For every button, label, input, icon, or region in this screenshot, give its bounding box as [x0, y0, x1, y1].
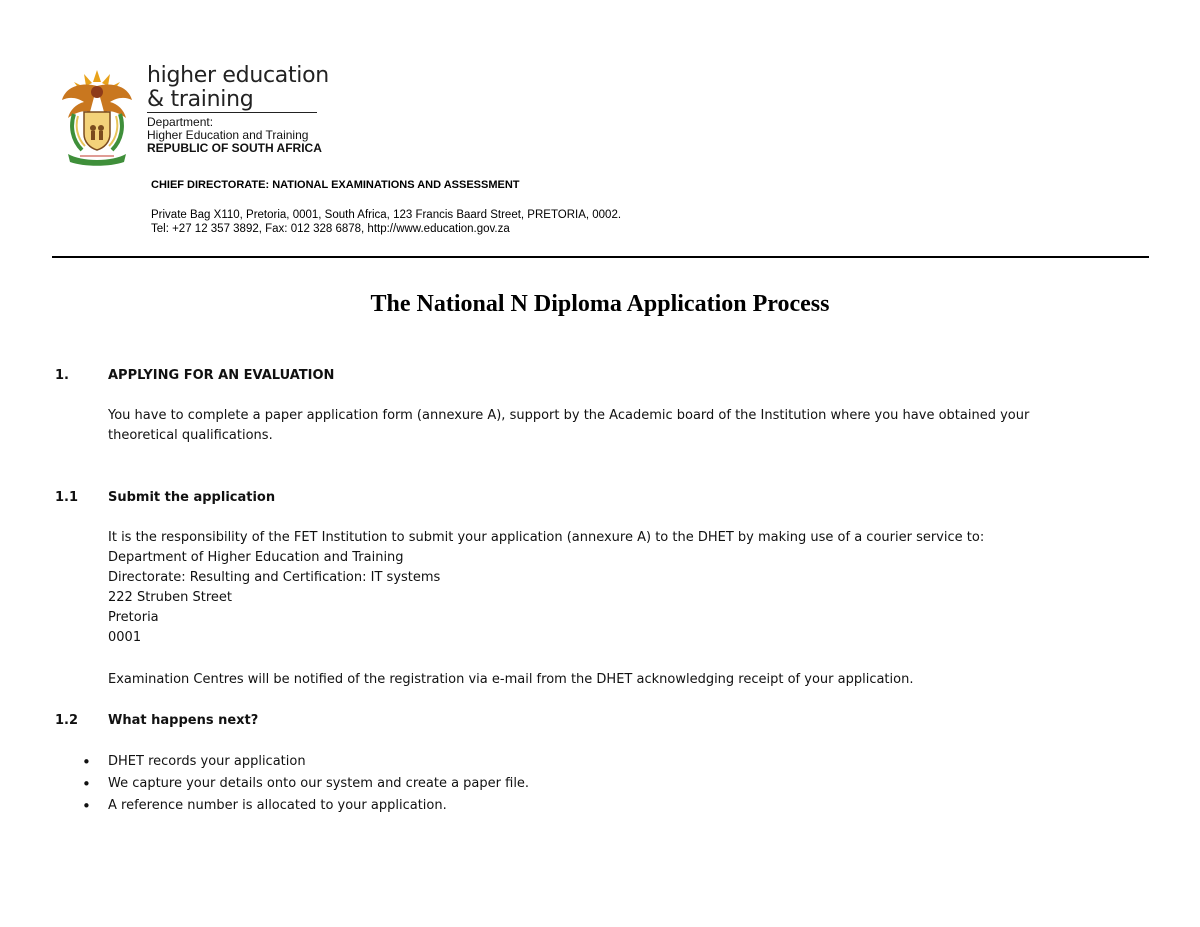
logo-wordmark: [147, 64, 329, 112]
section-1-line-1: You have to complete a paper application form (annexure A), support by the Academic board of the Institution where you have obtained your: [108, 408, 1030, 423]
address-line-1: Private Bag X110, Pretoria, 0001, South Africa, 123 Francis Baard Street, PRETORIA, 0002.: [151, 209, 622, 221]
contact-address: [151, 208, 621, 236]
coat-of-arms-icon: [60, 68, 134, 166]
section-1-heading: APPLYING FOR AN EVALUATION: [108, 368, 335, 383]
logo-line-1: higher education: [147, 63, 329, 88]
page-title: The National N Diploma Application Process: [370, 291, 830, 317]
courier-address: [108, 548, 440, 648]
section-1-1-note: Examination Centres will be notified of the registration via e-mail from the DHET acknowledging receipt of your application.: [108, 672, 914, 687]
address-line-2: Tel: +27 12 357 3892, Fax: 012 328 6878, http://www.education.gov.za: [151, 223, 510, 235]
address-line: Directorate: Resulting and Certification: IT systems: [108, 570, 441, 585]
section-1-number: 1.: [55, 368, 69, 383]
logo-department: [147, 116, 322, 155]
list-item: • DHET records your application: [82, 752, 529, 774]
dept-name: Higher Education and Training: [147, 128, 309, 142]
dept-label: Department:: [147, 115, 214, 129]
address-line: 0001: [108, 630, 142, 645]
list-item: • We capture your details onto our system and create a paper file.: [82, 774, 529, 796]
next-steps-list: [82, 752, 529, 818]
logo-divider: [147, 112, 317, 113]
section-1-1-heading: Submit the application: [108, 490, 276, 505]
address-line: Pretoria: [108, 610, 159, 625]
section-1-2-number: 1.2: [55, 713, 79, 728]
section-1-1-intro: It is the responsibility of the FET Institution to submit your application (annexure A) to the DHET by making use of a courier service to:: [108, 530, 985, 545]
section-1-line-2: theoretical qualifications.: [108, 428, 273, 443]
address-line: Department of Higher Education and Training: [108, 550, 404, 565]
section-1-2-heading: What happens next?: [108, 713, 259, 728]
directorate-heading: CHIEF DIRECTORATE: NATIONAL EXAMINATIONS AND ASSESSMENT: [151, 179, 520, 191]
list-item: • A reference number is allocated to your application.: [82, 796, 529, 818]
country-name: REPUBLIC OF SOUTH AFRICA: [147, 141, 322, 155]
section-1-1-number: 1.1: [55, 490, 79, 505]
section-1-paragraph: [108, 406, 1029, 446]
logo-line-2: & training: [147, 87, 254, 112]
header-divider: [52, 256, 1149, 258]
address-line: 222 Struben Street: [108, 590, 233, 605]
